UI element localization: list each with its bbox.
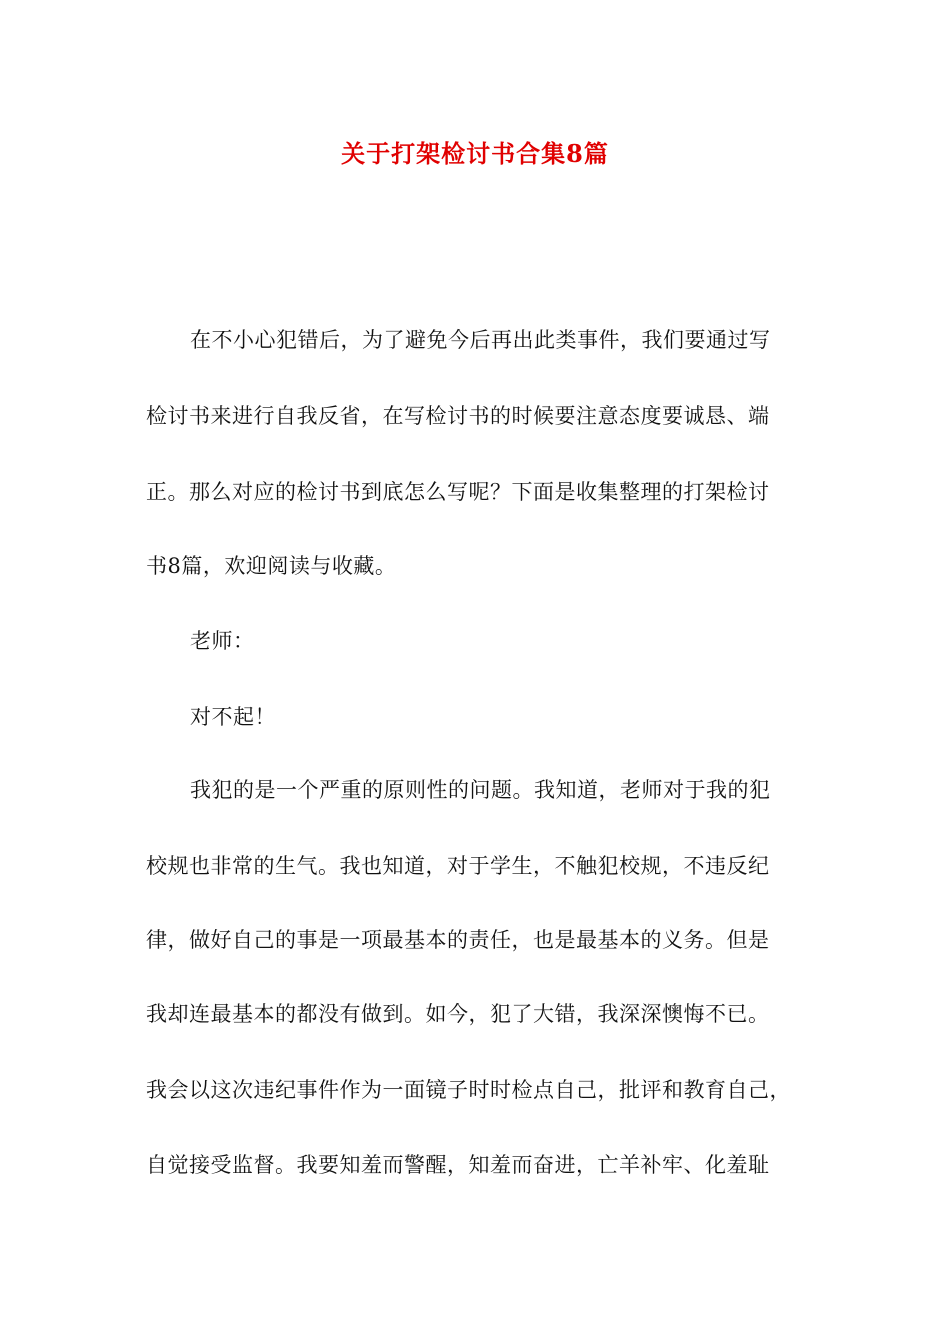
paragraph-line: 我却连最基本的都没有做到。如今，犯了大错，我深深懊悔不已。 [146,1002,770,1026]
paragraph-line: 律，做好自己的事是一项最基本的责任，也是最基本的义务。但是 [146,928,770,952]
paragraph-line: 我犯的是一个严重的原则性的问题。我知道，老师对于我的犯 [190,778,771,802]
document-title: 关于打架检讨书合集8篇 [341,139,609,168]
paragraph-line: 我会以这次违纪事件作为一面镜子时时检点自己，批评和教育自己， [146,1078,791,1102]
apology-line: 对不起！ [190,705,276,729]
paragraph-line: 自觉接受监督。我要知羞而警醒，知羞而奋进，亡羊补牢、化羞耻 [146,1153,770,1177]
paragraph-line: 在不小心犯错后，为了避免今后再出此类事件，我们要通过写 [190,328,771,352]
paragraph-line: 检讨书来进行自我反省，在写检讨书的时候要注意态度要诚恳、端 [146,404,770,428]
paragraph-line: 正。那么对应的检讨书到底怎么写呢？下面是收集整理的打架检讨 [146,480,770,504]
salutation: 老师： [190,629,255,653]
paragraph-line: 书8篇，欢迎阅读与收藏。 [146,554,397,578]
paragraph-line: 校规也非常的生气。我也知道，对于学生，不触犯校规，不违反纪 [146,854,770,878]
